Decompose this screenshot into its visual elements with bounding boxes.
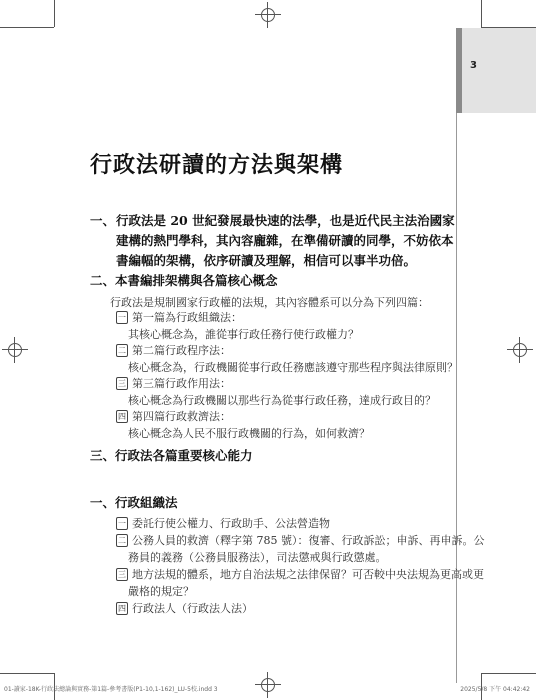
org-item-1: 一 委託行使公權力、行政助手、公法營造物 (118, 517, 330, 530)
org-item-3-line-1: 三 地方法規的體系，地方自治法規之法律保留？可否較中央法規為更高或更 (118, 568, 484, 581)
section-1-text: 行政法是 20 世紀發展最快速的法學，也是近代民主法治國家建構的熱門學科，其內容龐雜，在準備研讀的同學，不妨依本書編幅的架構，依序研讀及理解，相信可以事半功倍。 (116, 213, 455, 268)
outline-item-3-title: 三 第三篇行政作用法： (118, 377, 231, 390)
outline-item-4-title: 四 第四篇行政救濟法： (118, 410, 231, 423)
outline-item-1-desc: 其核心概念為，誰從事行政任務行使行政權力？ (128, 328, 359, 341)
outline-item-2-title: 二 第二篇行政程序法： (118, 344, 231, 357)
org-item-2-line-2: 務員的義務（公務員服務法），司法懲戒與行政懲處。 (128, 551, 387, 564)
org-item-4: 四 行政法人（行政法人法） (118, 602, 253, 615)
crop-mark (0, 27, 54, 28)
page-tab-notch (456, 28, 462, 113)
footer-file-info: 01-讀家-18K-行政法總論與實務-第1篇-參考書版(P1-10,1-162)_LU-5校.indd 3 (4, 686, 218, 693)
outline-item-3-desc: 核心概念為行政機關以那些行為從事行政任務，達成行政目的？ (128, 394, 436, 407)
item-marker: 二 (118, 536, 126, 545)
section-1 (90, 211, 462, 273)
item-marker: 三 (118, 570, 126, 579)
org-item-3-line-2: 嚴格的規定？ (128, 585, 194, 598)
page-edge-line (456, 28, 457, 683)
item-marker: 四 (118, 412, 126, 421)
section-2-intro: 行政法是規制國家行政權的法規，其內容體系可以分為下列四篇： (110, 296, 429, 309)
item-marker: 四 (118, 604, 126, 613)
crop-mark (481, 673, 536, 674)
page-number: 3 (470, 60, 477, 71)
item-marker: 一 (118, 519, 126, 528)
page-tab (456, 28, 536, 113)
section-4-heading: 一、行政組織法 (90, 495, 178, 510)
item-marker: 二 (118, 346, 126, 355)
chapter-title: 行政法研讀的方法與架構 (90, 153, 344, 178)
section-1-number: 一、 (90, 213, 116, 228)
section-2-heading: 二、本書編排架構與各篇核心概念 (90, 273, 278, 288)
registration-mark-right (507, 337, 533, 363)
footer-timestamp: 2025/5/8 下午 04:42:42 (460, 686, 530, 693)
item-marker: 一 (118, 313, 126, 322)
registration-mark-bottom (255, 672, 281, 698)
registration-mark-left (2, 337, 28, 363)
outline-item-2-desc: 核心概念為，行政機關從事行政任務應該遵守那些程序與法律原則？ (128, 361, 458, 374)
outline-item-4-desc: 核心概念為人民不服行政機關的行為，如何救濟？ (128, 427, 370, 440)
crop-mark (481, 0, 482, 27)
registration-mark-top (255, 2, 281, 28)
item-marker: 三 (118, 379, 126, 388)
crop-mark (54, 0, 55, 27)
section-3-heading: 三、行政法各篇重要核心能力 (90, 448, 253, 463)
org-item-2-line-1: 二 公務人員的救濟（釋字第 785 號）：復審、行政訴訟；申訴、再申訴。公 (118, 534, 485, 547)
crop-mark (0, 673, 54, 674)
outline-item-1-title: 一 第一篇為行政組織法： (118, 311, 242, 324)
